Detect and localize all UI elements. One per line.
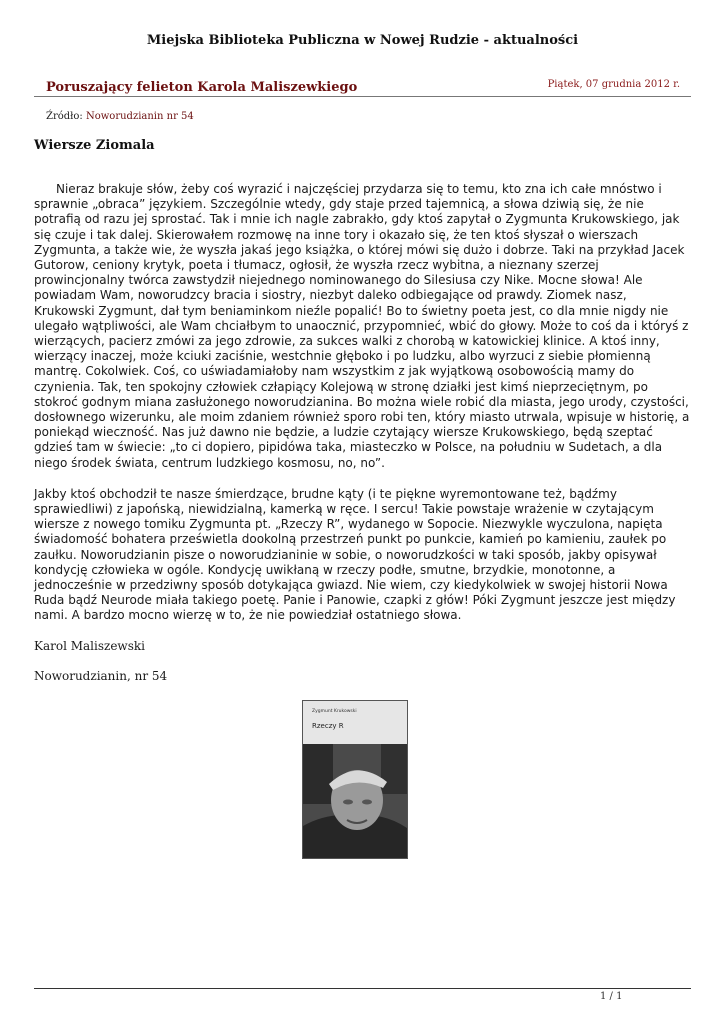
article-paragraph-2: Jakby ktoś obchodził te nasze śmierdzące, brudne kąty (i te piękne wyremontowane też, bądźmy sprawiedliwi) z japońską, niewidzialną, kamerką w ręce. I sercu! Takie powstaje wrażenie w czytającym wiersze z nowego tomiku Zygmunta pt. „Rzeczy R”, wydanego w Sopocie. Niezwykle wyczulona, napięta świadomość bohatera prześwietla dookolną przestrzeń punkt po punkcie, kamień po kamieniu, zaułek po zaułku. Noworudzianin pisze o noworudzianinie w sobie, o noworudzkości w taki sposób, jakby opisywał kondycję człowieka w ogóle. Kondycję uwikłaną w rzeczy podłe, smutne, brzydkie, monotonne, a jednocześnie w przedziwny sposób dotykająca gwiazd. Nie wiem, czy kiedykolwiek w swojej historii Nowa Ruda bądź Neurode miała takiego poetę. Panie i Panowie, czapki z głów! Póki Zygmunt jeszcze jest między nami. A bardzo mocno wierzę w to, że nie powiedział ostatniego słowa. bbox=[34, 486, 676, 623]
author-signature: Karol Maliszewski bbox=[34, 639, 145, 653]
source-label: Źródło: bbox=[46, 111, 86, 122]
source-link[interactable]: Noworudzianin nr 54 bbox=[85, 111, 194, 122]
article-title[interactable]: Poruszający felieton Karola Maliszewkiego bbox=[46, 80, 358, 95]
source-line bbox=[46, 111, 194, 122]
publication-line: Noworudzianin, nr 54 bbox=[34, 669, 168, 683]
article-body bbox=[34, 182, 691, 624]
page-number: 1 / 1 bbox=[600, 991, 623, 1002]
article-header bbox=[34, 78, 691, 97]
author-photo bbox=[303, 744, 407, 858]
article-paragraph-1: Nieraz brakuje słów, żeby coś wyrazić i najczęściej przydarza się to temu, kto zna ich całe mnóstwo i sprawnie „obraca” językiem. Szczególnie wtedy, gdy staje przed tajemnicą, a słowa dziwią się, że nie potrafią od razu jej sprostać. Tak i mnie ich nagle zabrakło, gdy ktoś zapytał o Zygmunta Krukowskiego, jak się czuje i tak dalej. Skierowałem rozmowę na inne tory i okazało się, że ten ktoś słyszał o wierszach Zygmunta, a także wie, że wyszła jakaś jego książka, o której mówi się dużo i dobrze. Taki na przykład Jacek Gutorow, ceniony krytyk, poeta i tłumacz, ogłosił, że wyszła rzecz wybitna, a nieznany szerzej prowincjonalny twórca zawstydził niejednego nominowanego do Silesiusa czy Nike. Mocne słowa! Ale powiadam Wam, noworudzcy bracia i siostry, niezbyt daleko odbiegające od prawdy. Ziomek nasz, Krukowski Zygmunt, dał tym beniaminkom nieźle popalić! Bo to świetny poeta jest, co dla mnie nigdy nie ulegało wątpliwości, ale Wam chciałbym to unaocznić, przypomnieć, wbić do głowy. Może to coś da i któryś z wierzących, pacierz zmówi za jego zdrowie, za sukces walki z chorobą w katowickiej klinice. A ktoś inny, wierzący inaczej, może kciuki zaciśnie, westchnie głęboko i po ludzku, albo wyrzuci z siebie płomienną mantrę. Cokolwiek. Coś, co uświadamiałoby nam wszystkim z jak wyjątkową osobowością mamy do czynienia. Tak, ten spokojny człowiek człapiący Kolejową w stronę działki jest kimś nieprzeciętnym, po stokroć godnym miana zasłużonego noworudzianina. Bo można wiele robić dla miasta, jego urody, czystości, dosłownego wizerunku, ale moim zdaniem również sporo robi ten, który miasto utrwala, wpisuje w historię, a poniekąd wieczność. Nas już dawno nie będzie, a ludzie czytający wiersze Krukowskiego, będą szeptać gdzieś tam w świecie: „to ci dopiero, pipidówa taka, miasteczko w Polsce, na południu w Sudetach, a dla niego środek świata, centrum ludzkiego kosmosu, no, no”. bbox=[34, 182, 690, 470]
footer-divider bbox=[34, 988, 691, 989]
book-cover-title: Rzeczy R bbox=[312, 722, 344, 730]
book-cover-image bbox=[302, 700, 408, 859]
site-title: Miejska Biblioteka Publiczna w Nowej Rudzie - aktualności bbox=[146, 33, 579, 48]
book-cover-author: Zygmunt Krukowski bbox=[312, 709, 357, 714]
article-date: Piątek, 07 grudnia 2012 r. bbox=[547, 79, 680, 90]
article-heading: Wiersze Ziomala bbox=[34, 138, 155, 153]
